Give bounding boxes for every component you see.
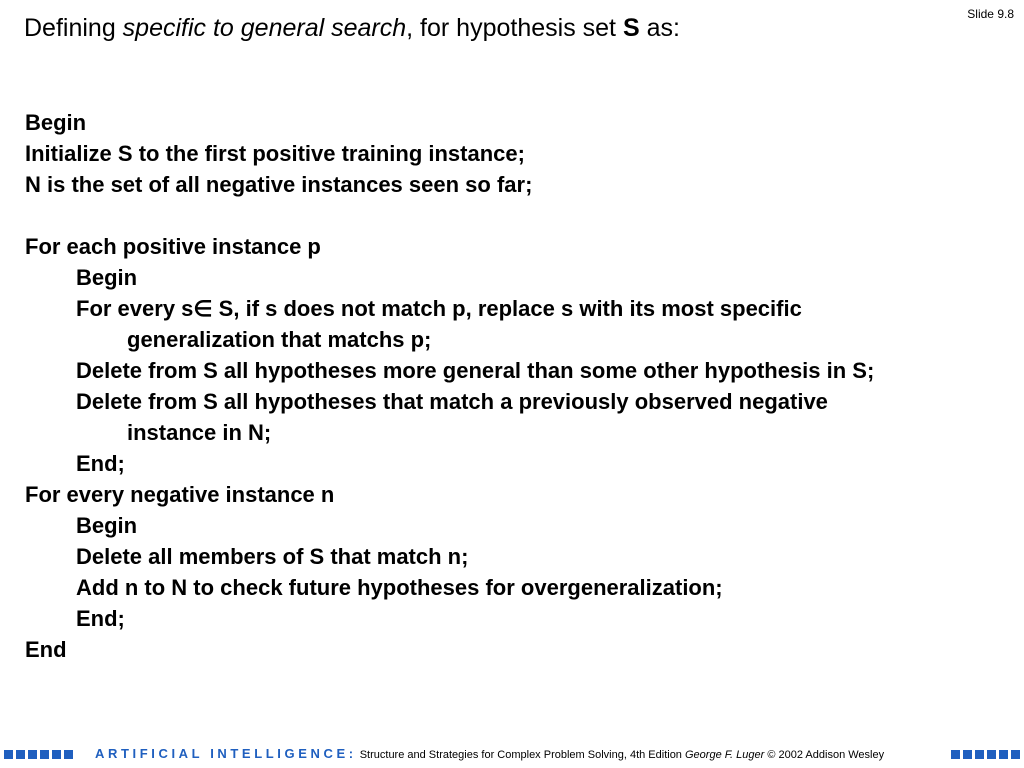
slide-title	[24, 14, 680, 43]
square-icon	[1011, 750, 1020, 759]
footer-ai-label: ARTIFICIAL INTELLIGENCE:	[95, 746, 357, 761]
square-icon	[16, 750, 25, 759]
algorithm-line: generalization that matchs p;	[127, 327, 432, 352]
square-icon	[28, 750, 37, 759]
algorithm-line: For every negative instance n	[25, 482, 335, 507]
algorithm-line: Begin	[76, 265, 138, 290]
algorithm-line: Delete all members of S that match n;	[76, 544, 469, 569]
square-icon	[963, 750, 972, 759]
algorithm-line: End	[25, 637, 67, 662]
slide-number: Slide 9.8	[967, 7, 1014, 21]
algorithm-line: For every s∈ S, if s does not match p, replace s with its most specific	[76, 296, 802, 321]
square-icon	[951, 750, 960, 759]
square-icon	[4, 750, 13, 759]
algorithm-line: instance in N;	[127, 420, 272, 445]
algorithm-line: N is the set of all negative instances seen so far;	[25, 172, 533, 197]
algorithm-line: End;	[76, 606, 125, 631]
title-emphasis: specific to general search	[122, 14, 407, 42]
footer-text	[95, 746, 884, 763]
square-icon	[64, 750, 73, 759]
title-middle: , for hypothesis set	[406, 14, 623, 42]
footer-copyright: © 2002 Addison Wesley	[764, 749, 885, 761]
footer-author: George F. Luger	[685, 749, 765, 761]
square-icon	[975, 750, 984, 759]
algorithm-line: Add n to N to check future hypotheses for overgeneralization;	[76, 575, 723, 600]
footer-squares-right	[951, 750, 1020, 759]
algorithm-line: Delete from S all hypotheses more general than some other hypothesis in S;	[76, 358, 875, 383]
algorithm-line: Begin	[25, 110, 87, 135]
title-set-name: S	[622, 14, 640, 42]
algorithm-line: For each positive instance p	[25, 234, 321, 259]
algorithm-blank-line	[25, 200, 874, 231]
square-icon	[40, 750, 49, 759]
square-icon	[52, 750, 61, 759]
algorithm-block	[25, 107, 874, 665]
algorithm-line: Delete from S all hypotheses that match a previously observed negative	[76, 389, 828, 414]
algorithm-line: End;	[76, 451, 125, 476]
algorithm-line: Initialize S to the first positive training instance;	[25, 141, 525, 166]
footer	[0, 746, 1024, 762]
title-suffix: as:	[639, 14, 680, 42]
footer-subtitle: Structure and Strategies for Complex Problem Solving, 4th Edition	[356, 749, 685, 761]
footer-squares-left	[4, 750, 73, 759]
square-icon	[999, 750, 1008, 759]
title-prefix: Defining	[24, 14, 123, 42]
algorithm-line: Begin	[76, 513, 138, 538]
square-icon	[987, 750, 996, 759]
